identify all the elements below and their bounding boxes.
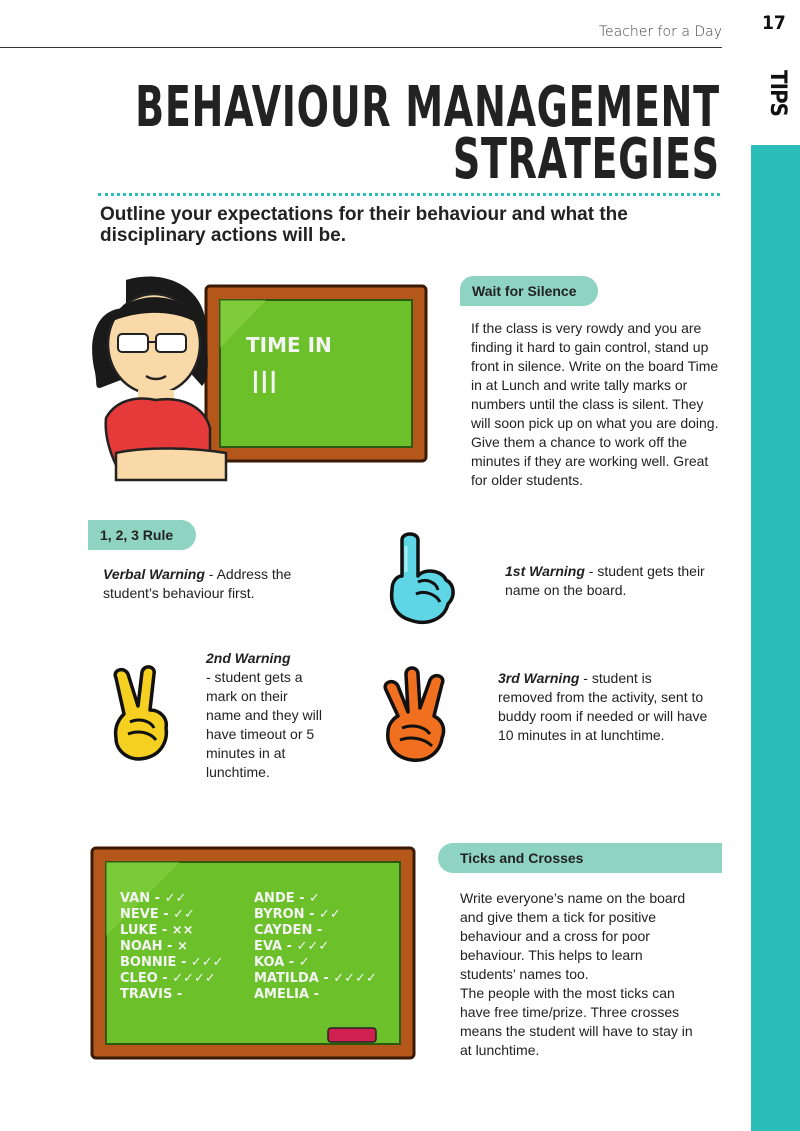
header-rule	[0, 47, 722, 48]
ticks-crosses-body-1: Write everyone’s name on the board and give them a tick for positive behaviour and a cross for poor behaviour. This helps to learn students’ names too.	[460, 890, 686, 982]
third-warning-label: 3rd Warning	[498, 670, 580, 686]
two-finger-hand-icon	[108, 666, 174, 762]
side-tab	[751, 145, 800, 1131]
side-tab-label	[758, 70, 794, 117]
ticks-crosses-body	[460, 889, 700, 1060]
board-right-5: MATILDA - ✓✓✓✓	[254, 971, 377, 986]
board-right-1: BYRON - ✓✓	[254, 907, 341, 922]
ticks-crosses-body-2: The people with the most ticks can have free time/prize. Three crosses means the student will have to stay in at lunchtime.	[460, 985, 693, 1058]
board-right-4: KOA - ✓	[254, 955, 310, 970]
verbal-warning-label: Verbal Warning	[103, 566, 205, 582]
second-warning-desc: - student gets a mark on their name and they will have timeout or 5 minutes in at lunchtime.	[206, 669, 322, 780]
wait-for-silence-heading-text: Wait for Silence	[472, 283, 577, 299]
subtitle: Outline your expectations for their behaviour and what the disciplinary actions will be.	[100, 204, 628, 246]
rule-123-heading	[88, 520, 196, 550]
third-warning-text	[498, 669, 708, 745]
page-number: 17	[762, 12, 786, 34]
board-left-0: VAN - ✓✓	[120, 891, 187, 906]
ticks-crosses-heading-text: Ticks and Crosses	[460, 850, 584, 866]
title-line-2: STRATEGIES	[453, 127, 720, 192]
title-line-1: BEHAVIOUR MANAGEMENT	[135, 75, 720, 140]
teacher-chalkboard-illustration	[86, 268, 434, 518]
first-warning-text	[505, 562, 705, 600]
dotted-divider	[98, 193, 720, 196]
ticks-crosses-heading	[438, 843, 722, 873]
board-tally: III	[251, 366, 278, 401]
third-warning-desc: - student is removed from the activity, sent to buddy room if needed or will have 10 minutes in at lunchtime.	[498, 670, 708, 743]
page-title	[135, 75, 720, 192]
running-head: Teacher for a Day	[598, 24, 722, 40]
ticks-crosses-board-illustration	[90, 846, 420, 1062]
first-warning-desc: - student gets their name on the board.	[505, 563, 705, 598]
board-right-0: ANDE - ✓	[254, 891, 320, 906]
board-right-3: EVA - ✓✓✓	[254, 939, 330, 954]
one-finger-hand-icon	[386, 532, 458, 628]
first-warning-label: 1st Warning	[505, 563, 585, 579]
verbal-warning-text	[103, 565, 323, 603]
rule-123-heading-text: 1, 2, 3 Rule	[100, 527, 174, 543]
three-finger-hand-icon	[380, 666, 452, 766]
board-left-6: TRAVIS -	[120, 987, 183, 1002]
wait-for-silence-body: If the class is very rowdy and you are finding it hard to gain control, stand up front in silence. Write on the board Time in at Lunch and write tally marks or numbers until the class is silent. They will soon pick up on what you are doing. Give them a chance to work off the minutes if they are working well. Great for older students.	[471, 320, 719, 488]
side-tab-label-text: TIPS	[765, 70, 790, 117]
verbal-warning-desc: - Address the student’s behaviour first.	[103, 566, 292, 601]
board-left-2: LUKE - ××	[120, 923, 194, 938]
wait-for-silence-heading	[460, 276, 598, 306]
board-time-in: TIME IN	[246, 333, 332, 357]
board-left-4: BONNIE - ✓✓✓	[120, 955, 224, 970]
board-left-3: NOAH - ×	[120, 939, 188, 954]
board-right-6: AMELIA -	[254, 987, 319, 1002]
board-left-5: CLEO - ✓✓✓✓	[120, 971, 216, 986]
second-warning-text	[206, 649, 326, 782]
second-warning-label: 2nd Warning	[206, 650, 291, 666]
board-right-2: CAYDEN -	[254, 923, 323, 938]
board-left-1: NEVE - ✓✓	[120, 907, 195, 922]
